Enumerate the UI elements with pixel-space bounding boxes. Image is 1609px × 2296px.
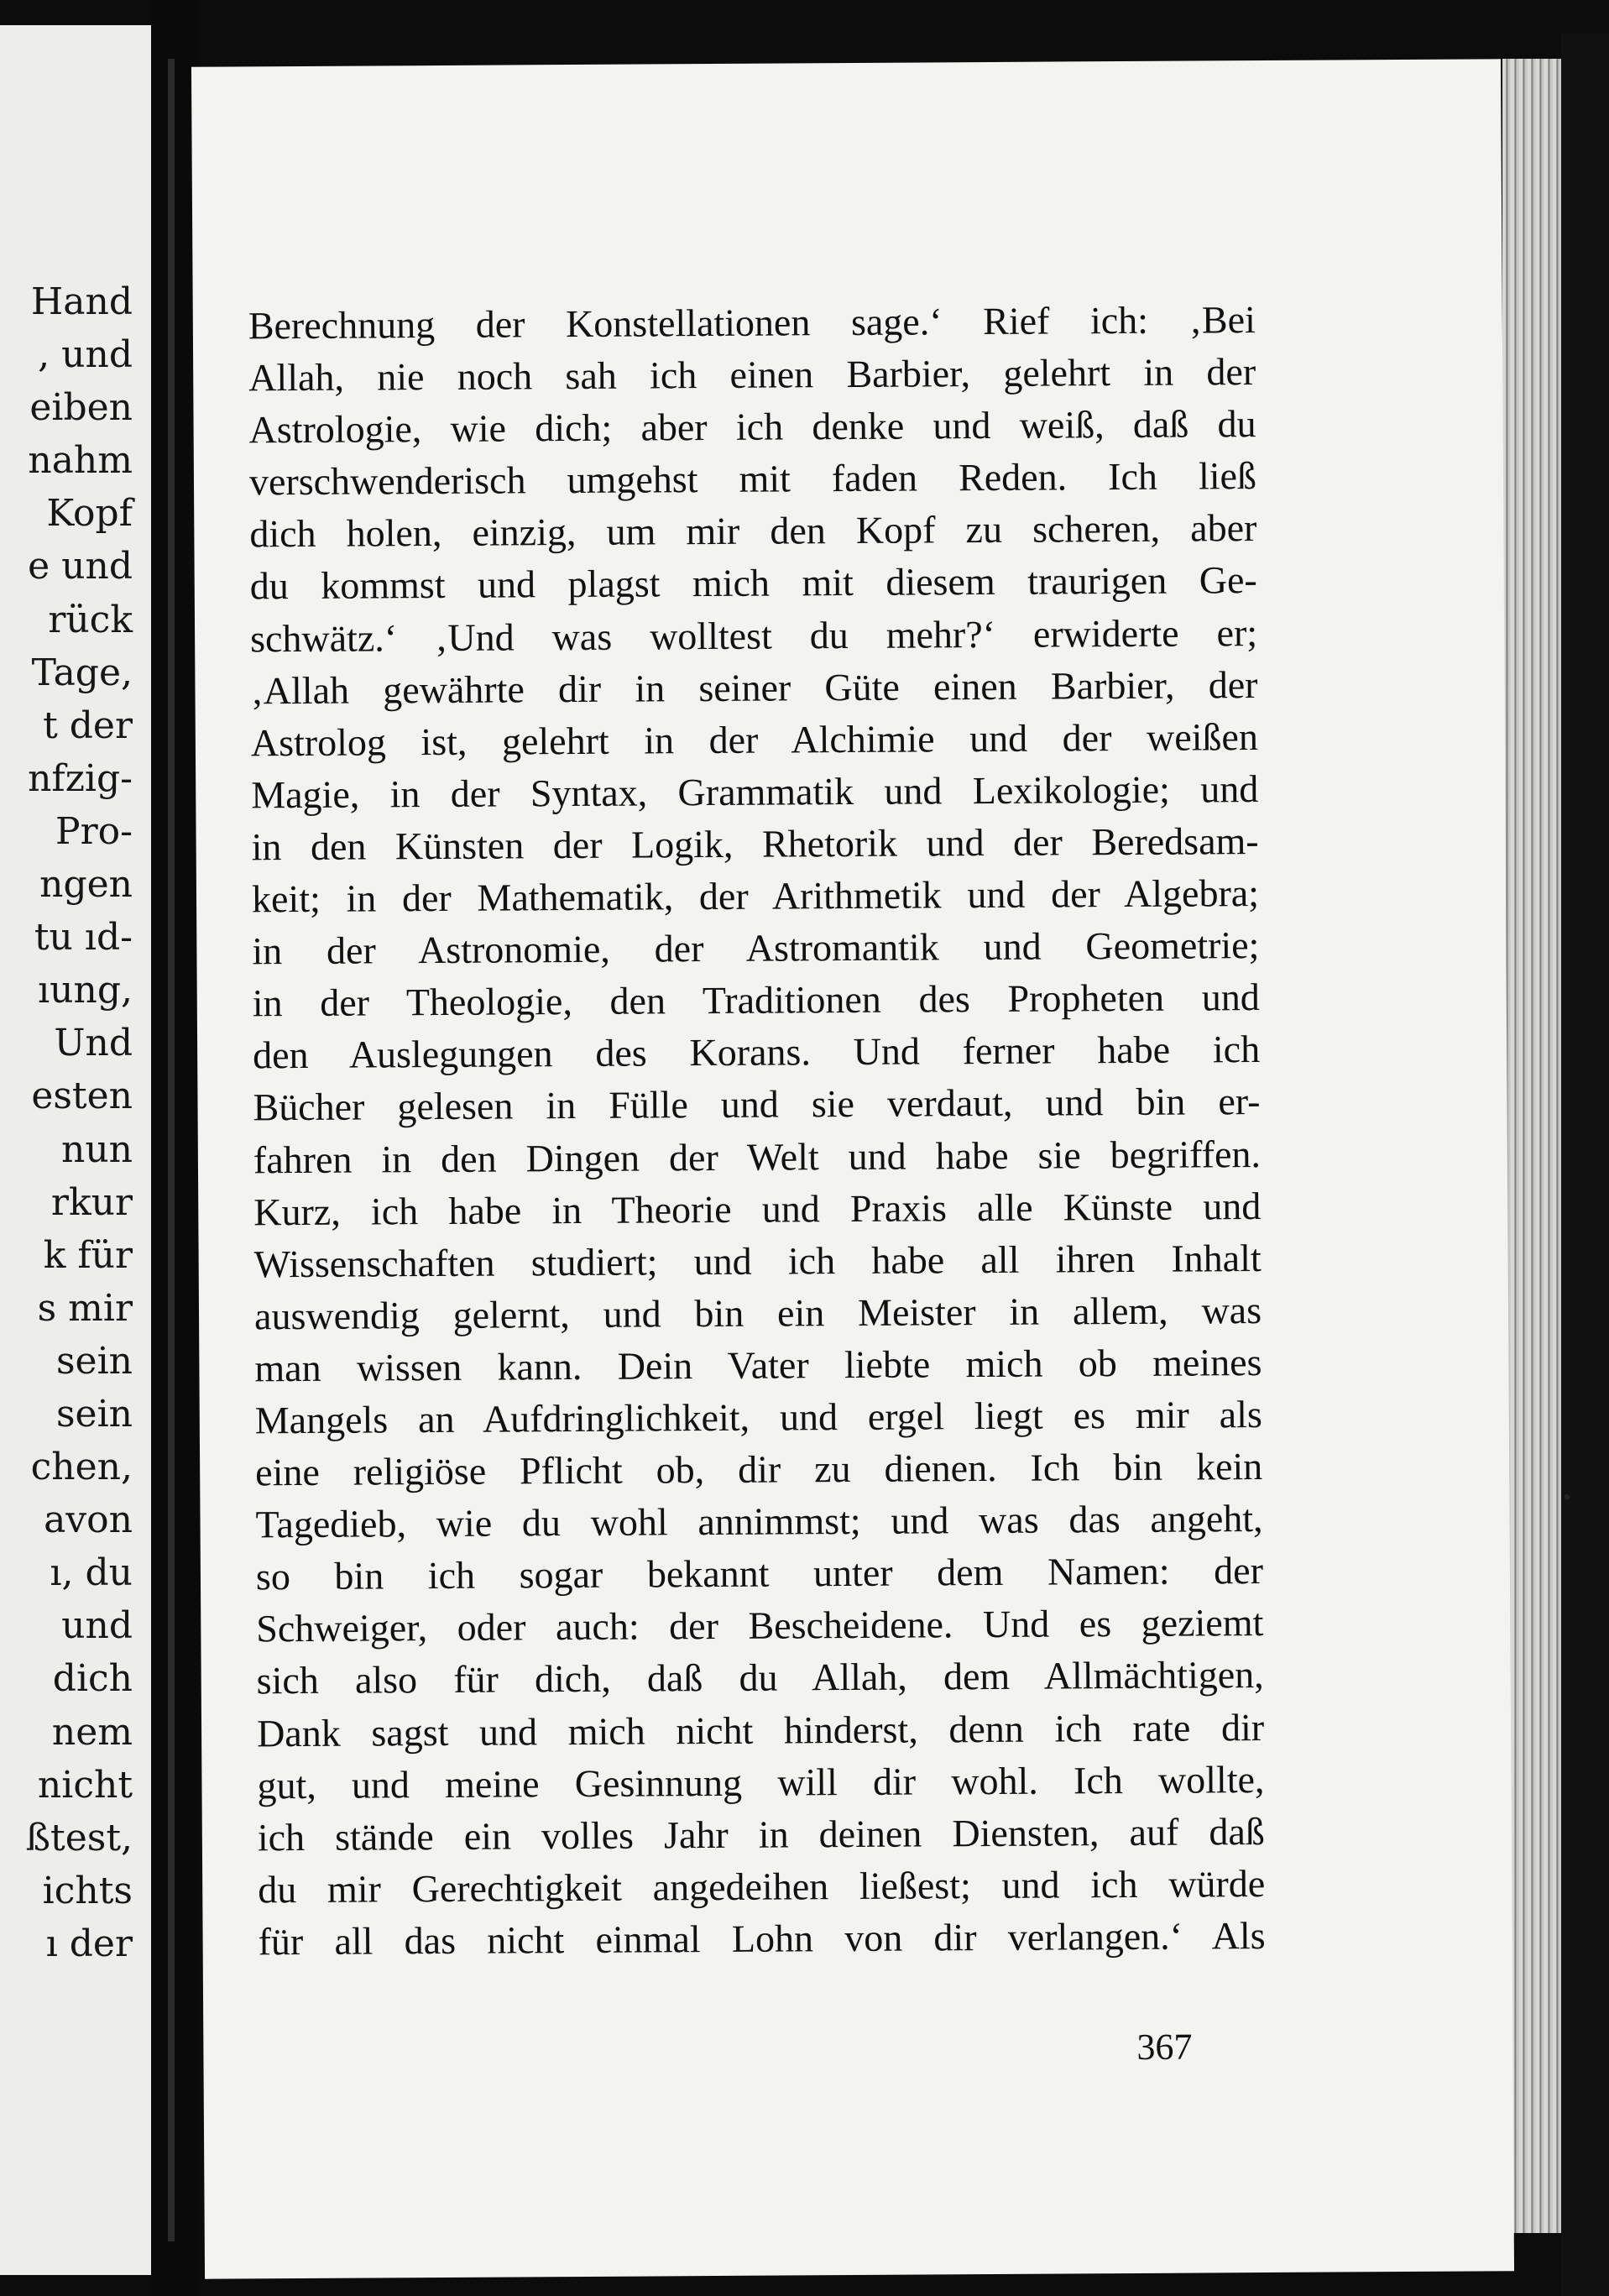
left-text-fragment: e und bbox=[28, 545, 133, 588]
text-line: sich also für dich, daß du Allah, dem Allmächtigen, bbox=[256, 1653, 1264, 1702]
left-page-text bbox=[26, 275, 133, 1970]
gutter-highlight bbox=[168, 59, 175, 2241]
right-page bbox=[191, 59, 1514, 2278]
left-text-fragment: und bbox=[61, 1604, 133, 1648]
left-text-fragment: ßtest, bbox=[25, 1816, 133, 1859]
text-line: auswendig gelernt, und bin ein Meister in allem, was bbox=[253, 1288, 1262, 1338]
left-text-fragment: Pro- bbox=[55, 809, 133, 853]
text-line: keit; in der Mathematik, der Arithmetik und der Algebra; bbox=[251, 871, 1260, 921]
left-text-fragment: dich bbox=[52, 1657, 133, 1701]
text-line: man wissen kann. Dein Vater liebte mich ob meines bbox=[254, 1340, 1262, 1390]
text-line: fahren in den Dingen der Welt und habe sie begriffen. bbox=[253, 1132, 1262, 1181]
text-line: Mangels an Aufdringlichkeit, und ergel liegt es mir als bbox=[254, 1392, 1262, 1442]
text-line: Dank sagst und mich nicht hinderst, denn ich rate dir bbox=[256, 1705, 1265, 1755]
left-text-fragment: Hand bbox=[30, 280, 133, 323]
page-body-text bbox=[248, 294, 1266, 1968]
left-text-fragment: ngen bbox=[39, 863, 133, 907]
left-text-fragment: sein bbox=[55, 1339, 133, 1383]
text-line: schwätz.‘ ‚Und was wolltest du mehr?‘ erwiderte er; bbox=[249, 610, 1258, 660]
left-text-fragment: , und bbox=[38, 333, 133, 377]
left-text-fragment: rkur bbox=[50, 1180, 133, 1224]
text-line: Berechnung der Konstellationen sage.‘ Rief ich: ‚Bei bbox=[248, 298, 1256, 348]
left-text-fragment: ı, du bbox=[50, 1551, 133, 1595]
left-text-fragment: avon bbox=[44, 1498, 133, 1542]
text-line: Schweiger, oder auch: der Bescheidene. Und es geziemt bbox=[256, 1601, 1264, 1650]
text-line: Astrologie, wie dich; aber ich denke und weiß, daß du bbox=[248, 402, 1256, 452]
text-line: dich holen, einzig, um mir den Kopf zu scheren, aber bbox=[249, 506, 1257, 556]
text-line: verschwenderisch umgehst mit faden Reden. Ich ließ bbox=[248, 454, 1257, 504]
text-line: in den Künsten der Logik, Rhetorik und der Beredsam- bbox=[251, 819, 1259, 869]
text-line: du mir Gerechtigkeit angedeihen ließest; und ich würde bbox=[258, 1861, 1266, 1912]
left-text-fragment: sein bbox=[55, 1392, 133, 1436]
left-text-fragment: tu ıd- bbox=[34, 916, 133, 960]
left-text-fragment: nahm bbox=[28, 439, 133, 483]
text-line: Wissenschaften studiert; und ich habe all ihren Inhalt bbox=[253, 1236, 1262, 1286]
left-text-fragment: nfzig- bbox=[28, 756, 133, 800]
left-text-fragment: rück bbox=[48, 598, 133, 641]
left-text-fragment: Kopf bbox=[46, 492, 133, 536]
left-text-fragment: Und bbox=[54, 1022, 133, 1065]
text-line: Magie, in der Syntax, Grammatik und Lexikologie; und bbox=[251, 766, 1259, 817]
text-line: Tagedieb, wie du wohl annimmst; und was das angeht, bbox=[255, 1497, 1263, 1546]
text-line: gut, und meine Gesinnung will dir wohl. Ich wollte, bbox=[257, 1757, 1265, 1807]
text-line: so bin ich sogar bekannt unter dem Namen: der bbox=[255, 1549, 1264, 1598]
text-line: in der Theologie, den Traditionen des Propheten und bbox=[252, 975, 1260, 1025]
text-line: den Auslegungen des Korans. Und ferner habe ich bbox=[253, 1028, 1261, 1077]
left-text-fragment: Tage, bbox=[31, 651, 133, 694]
text-line: für all das nicht einmal Lohn von dir verlangen.‘ Als bbox=[258, 1913, 1266, 1964]
text-line: in der Astronomie, der Astromantik und Geometrie; bbox=[252, 923, 1260, 973]
ink-speck bbox=[1564, 1494, 1570, 1500]
book-gutter bbox=[151, 0, 198, 2296]
text-line: ich stände ein volles Jahr in deinen Diensten, auf daß bbox=[257, 1809, 1265, 1859]
left-text-fragment: nun bbox=[60, 1127, 133, 1171]
page-number: 367 bbox=[1136, 2026, 1193, 2068]
left-text-fragment: ı der bbox=[45, 1922, 133, 1965]
text-line: Bücher gelesen in Fülle und sie verdaut, und bin er- bbox=[253, 1080, 1261, 1129]
left-text-fragment: nicht bbox=[37, 1763, 133, 1807]
left-facing-page bbox=[0, 25, 151, 2275]
text-line: Allah, nie noch sah ich einen Barbier, gelehrt in der bbox=[248, 350, 1256, 400]
text-line: Astrolog ist, gelehrt in der Alchimie und der weißen bbox=[250, 714, 1259, 765]
left-text-fragment: ichts bbox=[42, 1869, 133, 1912]
left-text-fragment: k für bbox=[43, 1233, 133, 1277]
text-line: ‚Allah gewährte dir in seiner Güte einen Barbier, der bbox=[250, 662, 1258, 713]
left-text-fragment: nem bbox=[51, 1710, 133, 1754]
left-text-fragment: chen, bbox=[30, 1446, 133, 1489]
left-text-fragment: ıung, bbox=[38, 969, 133, 1012]
left-text-fragment: s mir bbox=[37, 1286, 133, 1330]
left-text-fragment: t der bbox=[43, 703, 133, 747]
left-text-fragment: eiben bbox=[29, 386, 133, 430]
left-text-fragment: esten bbox=[31, 1075, 133, 1118]
text-line: du kommst und plagst mich mit diesem traurigen Ge- bbox=[249, 558, 1257, 608]
text-line: Kurz, ich habe in Theorie und Praxis alle Künste und bbox=[253, 1184, 1262, 1233]
text-line: eine religiöse Pflicht ob, dir zu dienen. Ich bin kein bbox=[255, 1445, 1263, 1494]
scan-border bbox=[1561, 34, 1609, 2296]
